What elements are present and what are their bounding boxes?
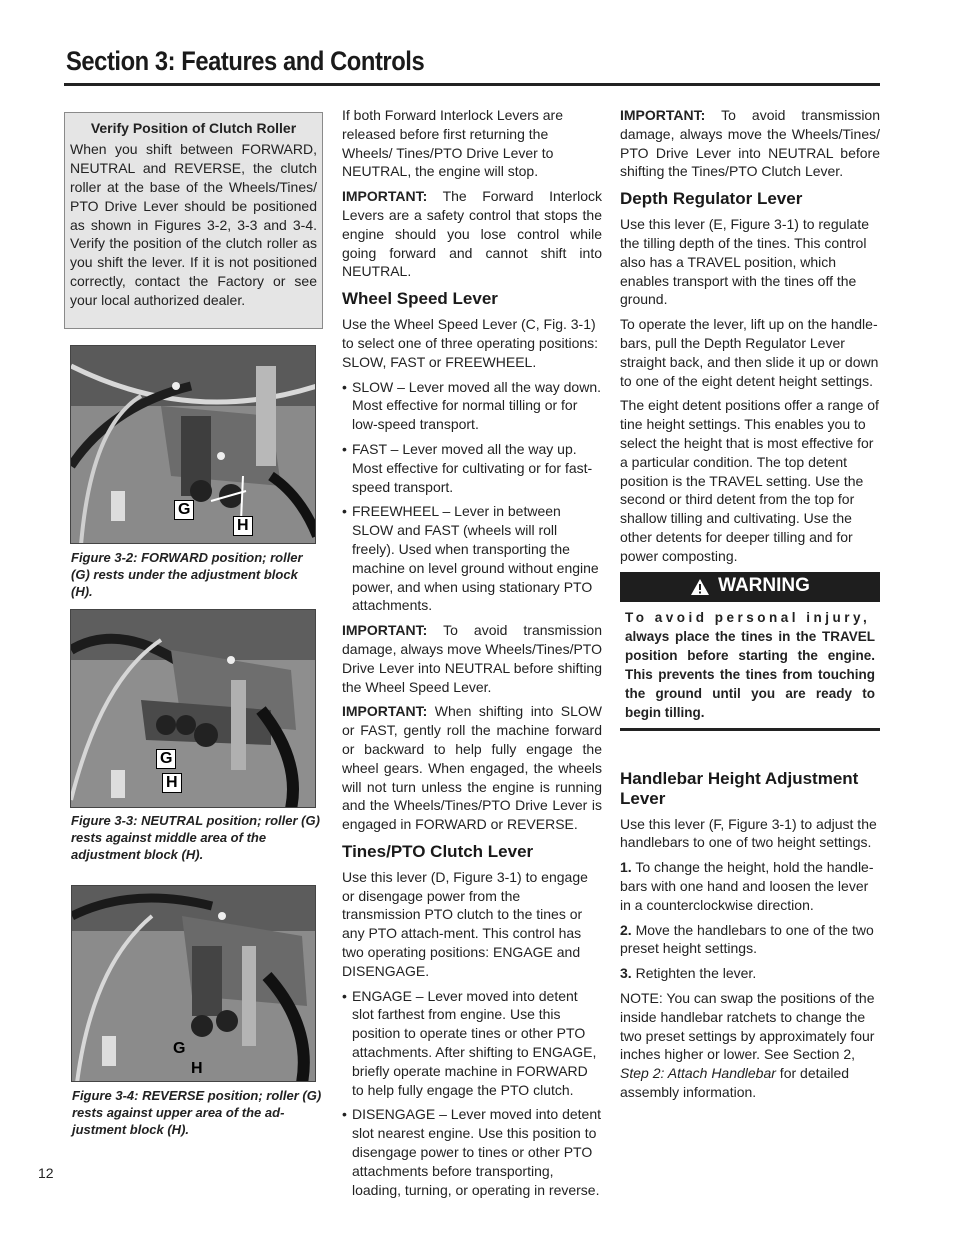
- step-text: To change the height, hold the handle-bars with one hand and loosen the lever in a counterclockwise direction.: [620, 859, 874, 913]
- figure-3-3-caption: Figure 3-3: NEUTRAL position; roller (G) rests against middle area of the adjustment block (H).: [71, 813, 320, 862]
- interlock-intro: If both Forward Interlock Levers are released before first returning the Wheels/ Tines/PTO Drive Lever to NEUTRAL, the engine will stop.: [342, 107, 563, 180]
- depth-regulator-heading: Depth Regulator Lever: [620, 189, 803, 209]
- step-1: [620, 858, 880, 914]
- callout-title: Verify Position of Clutch Roller: [90, 120, 297, 136]
- important-tines: [620, 106, 880, 181]
- list-item: • DISENGAGE – Lever moved into detent slot nearest engine. Use this position to disengage power to tines or other PTO attachments before transporting, loading, turning, or operating in reverse.: [342, 1106, 602, 1198]
- handlebar-intro: Use this lever (F, Figure 3-1) to adjust the handlebars to one of two height settings.: [620, 815, 877, 851]
- list-item-text: DISENGAGE – Lever moved into detent slot nearest engine. Use this position to disengage power to tines or other PTO attachments before transporting, loading, turning, or operating in reverse.: [352, 1106, 602, 1198]
- warning-triangle-icon: [690, 578, 710, 596]
- important-text: To avoid transmission damage, always move Wheels/Tines/PTO Drive Lever into NEUTRAL before shifting the Wheel Speed Lever.: [342, 622, 602, 695]
- step-3: [620, 964, 880, 983]
- figure-3-3-label-g: G: [156, 749, 176, 769]
- step-number: 3.: [620, 965, 632, 982]
- list-item-text: FAST – Lever moved all the way up. Most effective for cultivating or for fast-speed transport.: [352, 440, 593, 495]
- important-text: When shifting into SLOW or FAST, gently roll the machine forward or backward to help fully engage the wheel gears. When engaged, the wheels will not turn unless the engine is running and the Wheels/Tines/PTO Drive Lever is engaged in FORWARD or REVERSE.: [342, 703, 602, 833]
- depth-paragraph-1: Use this lever (E, Figure 3-1) to regulate the tilling depth of the tines. This control also has a TRAVEL position, which enables transport with the tines off the ground.: [620, 216, 869, 308]
- figure-3-3-photo: [70, 609, 316, 808]
- wheel-speed-heading: Wheel Speed Lever: [342, 289, 498, 309]
- column-3: [620, 106, 880, 1108]
- list-item: • ENGAGE – Lever moved into detent slot farthest from engine. Use this position to operate tines or other PTO attachments. After shifting to ENGAGE, briefly operate machine in FORWARD to help fully engage the PTO clutch.: [342, 987, 597, 1098]
- step-text: Move the handlebars to one of the two preset height settings.: [620, 921, 874, 957]
- figure-3-2-caption: Figure 3-2: FORWARD position; roller (G) rests under the adjustment block (H).: [71, 550, 303, 599]
- warning-line-1: To avoid personal injury,: [625, 609, 871, 625]
- step-number: 1.: [620, 859, 632, 876]
- title-rule: [64, 83, 880, 86]
- important-label: IMPORTANT:: [342, 703, 428, 720]
- important-gears: [342, 702, 602, 834]
- tines-clutch-list: [342, 987, 602, 1200]
- important-label: IMPORTANT:: [620, 107, 706, 123]
- wheel-speed-list: [342, 378, 602, 616]
- depth-paragraph-3: The eight detent positions offer a range of tine height settings. This enables you to select the height that is most effective for a particular condition. The top detent position is the TRAVEL setting. Use the second or third detent from the top for shallow tilling and cultivating. Use the other detents for deeper tilling and for power composting.: [620, 397, 879, 564]
- list-item: • SLOW – Lever moved all the way down. Most effective for normal tilling or for low-speed transport.: [342, 378, 602, 433]
- warning-body: [620, 602, 880, 731]
- warning-text: always place the tines in the TRAVEL position before starting the engine. This prevents the tines from touching the ground until you are ready to begin tilling.: [625, 628, 875, 720]
- handlebar-heading: Handlebar Height Adjustment Lever: [620, 768, 859, 808]
- column-2: [342, 106, 602, 1205]
- note-reference: Step 2: Attach Handlebar: [620, 1065, 776, 1082]
- important-wheel-speed: [342, 621, 602, 696]
- important-label: IMPORTANT:: [342, 188, 428, 205]
- page-number: 12: [38, 1165, 54, 1181]
- list-item-text: FREEWHEEL – Lever in between SLOW and FAST (wheels will roll freely). Used when transporting the machine on level ground without engine power, and when using stationary PTO attachments.: [352, 503, 599, 614]
- figure-3-2-label-h: H: [233, 516, 253, 536]
- list-item: • FAST – Lever moved all the way up. Most effective for cultivating or for fast-speed transport.: [342, 440, 593, 495]
- wheel-speed-intro: Use the Wheel Speed Lever (C, Fig. 3-1) to select one of three operating positions: SLOW, FAST or FREEWHEEL.: [342, 316, 599, 370]
- warning-label: WARNING: [718, 575, 810, 597]
- step-text: Retighten the lever.: [631, 965, 757, 982]
- clutch-roller-callout: [64, 112, 323, 329]
- note-text: NOTE: You can swap the positions of the inside handlebar ratchets to change the two preset settings by approximately four inches higher or lower. See Section 2,: [620, 989, 875, 1063]
- list-item-text: ENGAGE – Lever moved into detent slot farthest from engine. Use this position to operate tines or other PTO attachments. After shifting to ENGAGE, briefly operate machine in FORWARD to help fully engage the PTO clutch.: [352, 987, 597, 1098]
- note-text-end: for detailed assembly information.: [620, 1065, 850, 1100]
- list-item: • FREEWHEEL – Lever in between SLOW and FAST (wheels will roll freely). Used when transporting the machine on level ground without engine power, and when using stationary PTO attachments.: [342, 503, 599, 614]
- tines-clutch-heading: Tines/PTO Clutch Lever: [342, 841, 534, 861]
- figure-3-4-photo: [71, 885, 316, 1082]
- figure-3-3-label-h: H: [162, 773, 182, 793]
- handlebar-note: [620, 989, 880, 1102]
- step-2: [620, 921, 880, 959]
- callout-body: When you shift between FORWARD, NEUTRAL and REVERSE, the clutch roller at the base of the Wheels/Tines/ PTO Drive Lever should be positioned as shown in Figures 3-2, 3-3 and 3-4. Verify the position of the clutch roller as you shift the lever. If it is not positioned correctly, contact the Factory or see your local authorized dealer.: [70, 140, 317, 309]
- important-interlock: [342, 187, 602, 281]
- warning-banner: [620, 572, 880, 602]
- figure-3-4-label-g: G: [173, 1040, 186, 1057]
- important-text: The Forward Interlock Levers are a safety control that stops the engine should you lose control while going forward and cannot shift into NEUTRAL.: [342, 188, 602, 280]
- figure-3-2-label-g: G: [174, 500, 194, 520]
- depth-paragraph-2: To operate the lever, lift up on the handle-bars, pull the Depth Regulator Lever straight back, and then slide it up or down to one of the eight detent height settings.: [620, 316, 879, 389]
- important-label: IMPORTANT:: [342, 622, 428, 639]
- figure-3-4-caption: Figure 3-4: REVERSE position; roller (G) rests against upper area of the ad-justment block (H).: [72, 1088, 322, 1137]
- section-title: Section 3: Features and Controls: [66, 46, 425, 76]
- step-number: 2.: [620, 921, 632, 938]
- figure-3-4-label-h: H: [191, 1060, 203, 1077]
- important-text: To avoid transmission damage, always move the Wheels/Tines/ PTO Drive Lever into NEUTRAL before shifting the Tines/PTO Clutch Lever.: [620, 107, 880, 180]
- list-item-text: SLOW – Lever moved all the way down. Most effective for normal tilling or for low-speed transport.: [352, 378, 602, 433]
- tines-clutch-intro: Use this lever (D, Figure 3-1) to engage or disengage power from the transmission PTO clutch to the tines or any PTO attach-ment. This control has two operating positions: ENGAGE and DISENGAGE.: [342, 868, 588, 979]
